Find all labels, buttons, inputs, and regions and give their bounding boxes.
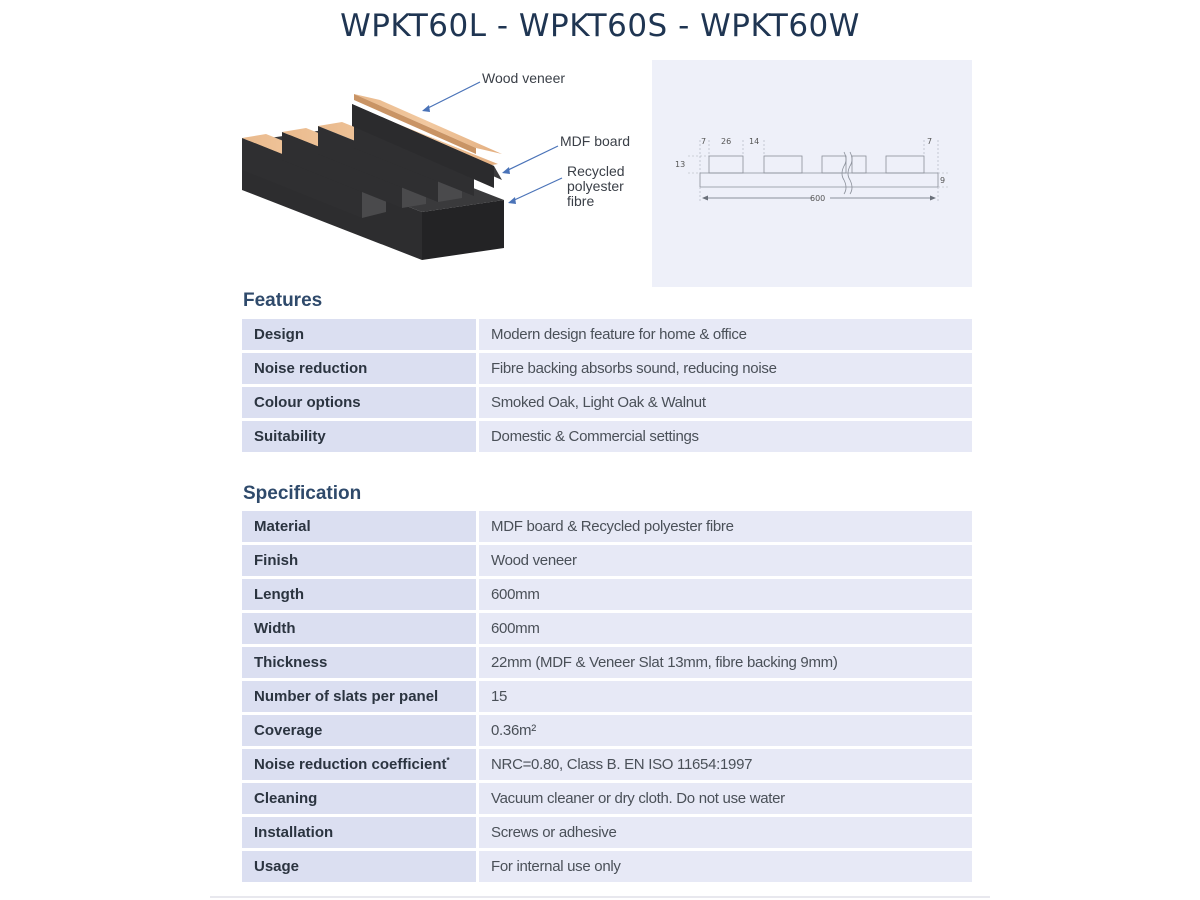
spec-label [242,749,476,780]
spec-value: Vacuum cleaner or dry cloth. Do not use water [476,783,972,814]
spec-label: Finish [242,545,476,576]
table-row [242,715,972,746]
spec-value: 15 [476,681,972,712]
table-row [242,511,972,542]
feature-label: Colour options [242,387,476,418]
spec-label: Thickness [242,647,476,678]
cross-section-drawing [652,60,972,287]
dimension-diagram [652,60,972,287]
spec-value: MDF board & Recycled polyester fibre [476,511,972,542]
callout-fibre-line-2: polyester [567,178,624,194]
spec-value: Screws or adhesive [476,817,972,848]
product-illustration [232,62,642,282]
dim-label-7-right: 7 [927,137,933,146]
dim-label-600: 600 [810,194,826,203]
table-row [242,613,972,644]
spec-label: Coverage [242,715,476,746]
table-row [242,647,972,678]
table-row [242,319,972,350]
table-row [242,579,972,610]
callout-fibre-line-3: fibre [567,193,595,209]
footnote-marker: * [446,756,450,765]
feature-label: Noise reduction [242,353,476,384]
feature-value: Domestic & Commercial settings [476,421,972,452]
table-row [242,545,972,576]
specification-heading: Specification [243,483,362,504]
feature-value: Modern design feature for home & office [476,319,972,350]
spec-value: NRC=0.80, Class B. EN ISO 11654:1997 [476,749,972,780]
feature-value: Smoked Oak, Light Oak & Walnut [476,387,972,418]
spec-value: 600mm [476,613,972,644]
table-row [242,681,972,712]
dim-label-13: 13 [675,160,686,169]
callout-mdf-board: MDF board [560,133,631,149]
page-title: WPKT60L - WPKT60S - WPKT60W [340,8,860,44]
spec-label: Cleaning [242,783,476,814]
spec-value: Wood veneer [476,545,972,576]
footer-divider [210,896,990,898]
specification-table [242,508,972,885]
feature-label: Design [242,319,476,350]
spec-label: Material [242,511,476,542]
table-row [242,353,972,384]
table-row [242,817,972,848]
features-heading: Features [243,290,323,311]
table-row [242,387,972,418]
spec-value: 600mm [476,579,972,610]
table-row [242,421,972,452]
feature-value: Fibre backing absorbs sound, reducing noise [476,353,972,384]
dim-label-14: 14 [749,137,760,146]
spec-label: Usage [242,851,476,882]
feature-label: Suitability [242,421,476,452]
dim-label-9: 9 [940,176,946,185]
table-row [242,851,972,882]
spec-value: 22mm (MDF & Veneer Slat 13mm, fibre backing 9mm) [476,647,972,678]
spec-value: 0.36m² [476,715,972,746]
spec-label: Width [242,613,476,644]
features-table [242,316,972,455]
callout-fibre-line-1: Recycled [567,163,625,179]
spec-label: Installation [242,817,476,848]
dim-label-26: 26 [721,137,732,146]
dim-label-7-left: 7 [701,137,707,146]
spec-label: Number of slats per panel [242,681,476,712]
table-row [242,783,972,814]
spec-label: Length [242,579,476,610]
callout-wood-veneer: Wood veneer [482,70,566,86]
table-row [242,749,972,780]
spec-label-text: Noise reduction coefficient [254,756,447,773]
spec-value: For internal use only [476,851,972,882]
